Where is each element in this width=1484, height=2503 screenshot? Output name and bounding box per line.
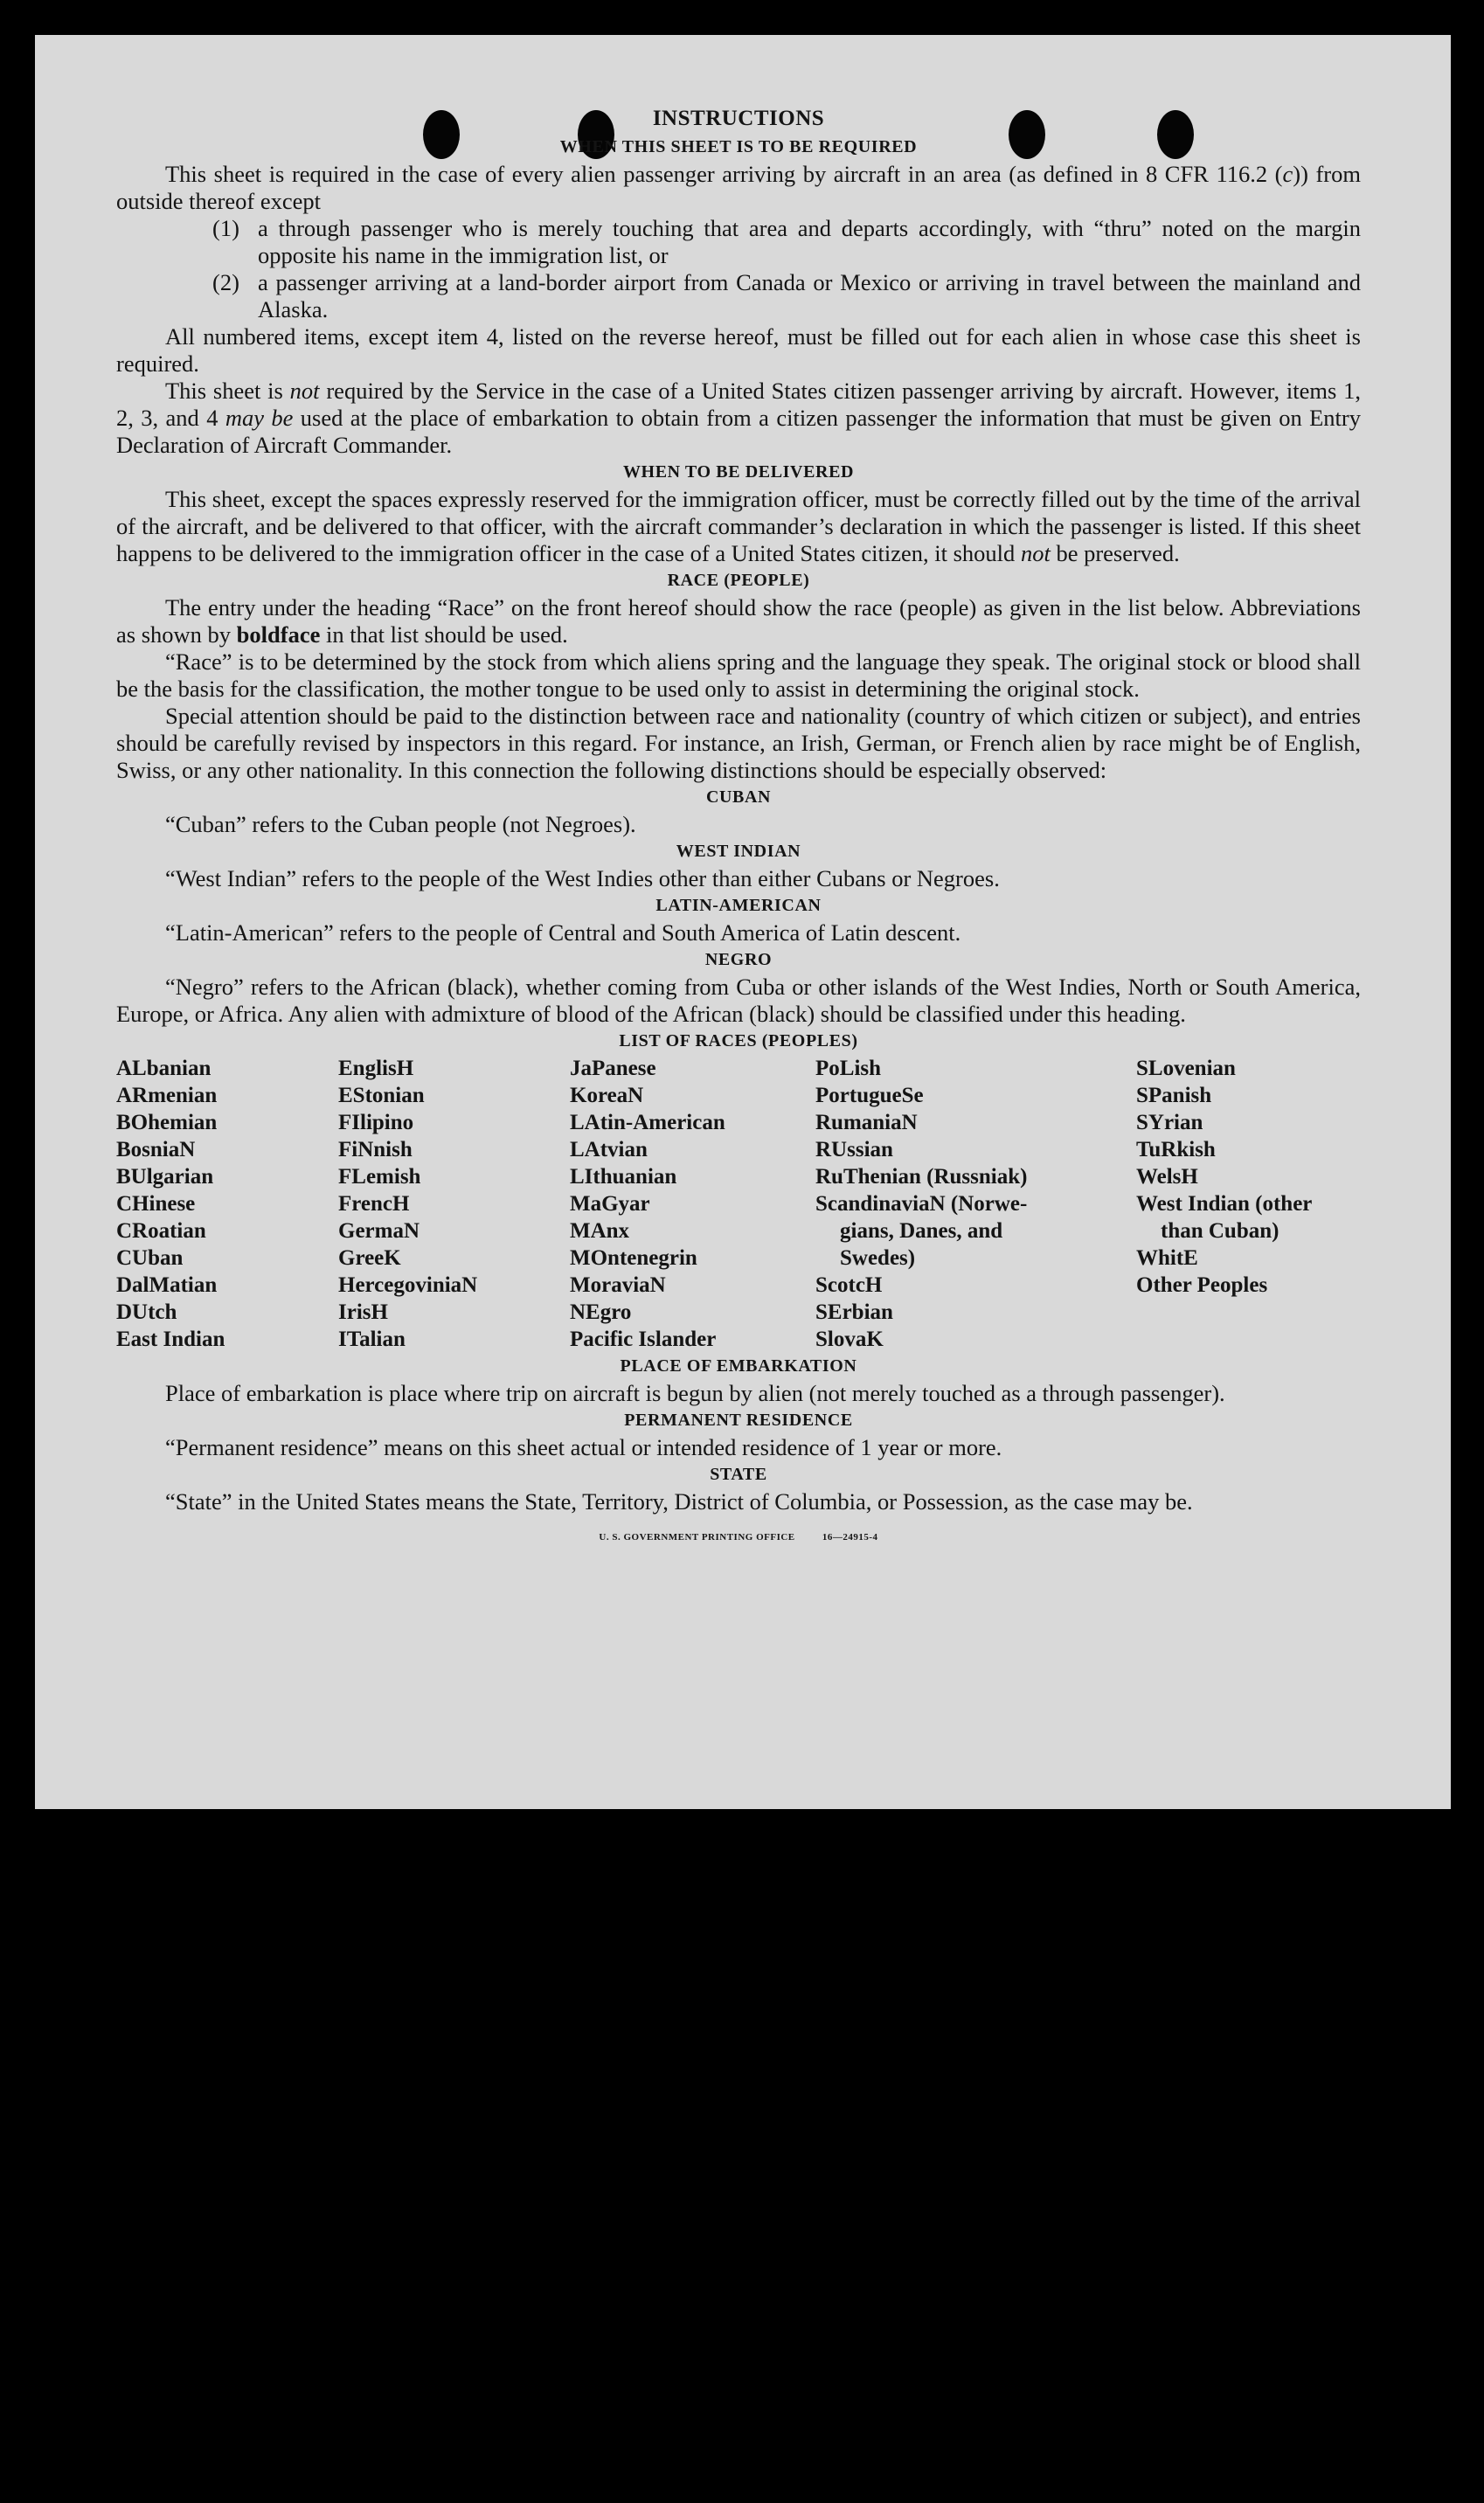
- numbered-item: [116, 269, 1361, 323]
- item-number: (2): [212, 269, 239, 295]
- italic-text: not: [1020, 540, 1051, 566]
- race-entry: SYrian: [1136, 1111, 1203, 1134]
- text-segment: used at the place of embarkation to obtain from a citizen passenger the information that must be given on Entry Declaration of Aircraft Commander.: [116, 405, 1361, 458]
- document-page: [35, 35, 1451, 1809]
- text-segment: “Permanent residence” means on this sheet actual or intended residence of 1 year or more.: [165, 1434, 1002, 1460]
- paragraph: [116, 161, 1361, 215]
- section-heading: LATIN-AMERICAN: [655, 896, 822, 915]
- race-entry: BosniaN: [116, 1138, 196, 1161]
- races-heading: LIST OF RACES (PEOPLES): [619, 1031, 858, 1050]
- race-entry: SLovenian: [1136, 1057, 1236, 1080]
- text-segment: Special attention should be paid to the distinction between race and nationality (country of which citizen or subject), and entries should be carefully revised by inspectors in this regard. For instance, an Irish, German, or French alien by race might be of English, Swiss, or any other nationality. In this connection the following distinctions should be especially observed:: [116, 703, 1361, 783]
- races-column: [1136, 1055, 1419, 1353]
- race-entry: East Indian: [116, 1328, 225, 1351]
- numbered-item: [116, 215, 1361, 269]
- paragraph: [116, 919, 1361, 946]
- text-segment: The entry under the heading “Race” on the front hereof should show the race (people) as given in the list below. Abbreviations as shown by: [116, 594, 1361, 648]
- race-entry: BOhemian: [116, 1111, 218, 1134]
- race-entry: Pacific Islander: [570, 1328, 717, 1351]
- race-entry: RuThenian (Russniak): [815, 1165, 1028, 1189]
- race-entry: West Indian (other: [1136, 1192, 1313, 1216]
- race-entry: SErbian: [815, 1300, 893, 1324]
- race-entry: LAtin-American: [570, 1111, 725, 1134]
- race-entry: PortugueSe: [815, 1084, 924, 1107]
- paragraph: [116, 378, 1361, 459]
- race-entry: ITalian: [338, 1328, 406, 1351]
- race-entry: MAnx: [570, 1219, 630, 1243]
- paragraph: [116, 1380, 1361, 1407]
- text-segment: All numbered items, except item 4, listed on the reverse hereof, must be filled out for each alien in whose case this sheet is required.: [116, 323, 1361, 377]
- race-entry: CRoatian: [116, 1219, 206, 1243]
- race-entry: LIthuanian: [570, 1165, 677, 1189]
- races-column: [815, 1055, 1136, 1353]
- item-text: [258, 215, 1361, 269]
- race-entry: GermaN: [338, 1219, 420, 1243]
- race-entry: TuRkish: [1136, 1138, 1216, 1161]
- race-entry: NEgro: [570, 1300, 632, 1324]
- race-entry: SlovaK: [815, 1328, 884, 1351]
- race-entry: than Cuban): [1161, 1219, 1279, 1243]
- races-column: [570, 1055, 815, 1353]
- sections-top: [116, 134, 1361, 1028]
- race-entry: LAtvian: [570, 1138, 648, 1161]
- text-segment: required by the Service in the case of a United States citizen passenger arriving by aircraft. However, items 1, 2, 3, and 4: [116, 378, 1361, 431]
- text-segment: This sheet is required in the case of every alien passenger arriving by aircraft in an area (as defined in 8 CFR 116.2 (: [165, 161, 1283, 187]
- paragraph: [116, 1488, 1361, 1515]
- paragraph: [116, 811, 1361, 838]
- italic-text: c: [1282, 161, 1293, 187]
- section-heading: PERMANENT RESIDENCE: [624, 1411, 853, 1430]
- race-entry: gians, Danes, and: [840, 1219, 1003, 1243]
- race-entry: IrisH: [338, 1300, 388, 1324]
- race-entry: GreeK: [338, 1246, 401, 1270]
- section-heading: NEGRO: [704, 950, 773, 969]
- race-entry: EStonian: [338, 1084, 425, 1107]
- text-segment: a through passenger who is merely touching that area and departs accordingly, with “thru” noted on the margin opposite his name in the immigration list, or: [258, 215, 1361, 268]
- text-segment: “Cuban” refers to the Cuban people (not Negroes).: [165, 811, 636, 837]
- race-entry: FrencH: [338, 1192, 410, 1216]
- race-entry: CUban: [116, 1246, 184, 1270]
- paragraph: [116, 703, 1361, 784]
- sections-bottom: [116, 1353, 1361, 1515]
- section-heading: WHEN THIS SHEET IS TO BE REQUIRED: [559, 137, 918, 156]
- race-entry: Other Peoples: [1136, 1273, 1268, 1297]
- race-entry: ScandinaviaN (Norwe-: [815, 1192, 1028, 1216]
- paragraph: [116, 1434, 1361, 1461]
- paragraph: [116, 974, 1361, 1028]
- races-column: [338, 1055, 570, 1353]
- race-entry: DUtch: [116, 1300, 177, 1324]
- race-entry: PoLish: [815, 1057, 882, 1080]
- text-segment: This sheet, except the spaces expressly reserved for the immigration officer, must be correctly filled out by the time of the arrival of the aircraft, and be delivered to that officer, with the aircraft commander’s declaration in which the passenger is listed. If this sheet happens to be delivered to the immigration officer in the case of a United States citizen, it should: [116, 486, 1361, 566]
- race-entry: DalMatian: [116, 1273, 218, 1297]
- item-number: (1): [212, 215, 239, 241]
- section-heading: STATE: [710, 1465, 767, 1484]
- race-entry: RumaniaN: [815, 1111, 918, 1134]
- printer-name: U. S. GOVERNMENT PRINTING OFFICE: [599, 1532, 795, 1543]
- item-text: [258, 269, 1361, 323]
- form-number: 16—24915-4: [822, 1532, 878, 1543]
- section-heading: RACE (PEOPLE): [667, 571, 810, 590]
- races-column: [116, 1055, 338, 1353]
- races-list: [116, 1055, 1361, 1353]
- race-entry: FIlipino: [338, 1111, 414, 1134]
- race-entry: WhitE: [1136, 1246, 1198, 1270]
- text-segment: “West Indian” refers to the people of the West Indies other than either Cubans or Negroes.: [165, 865, 1000, 891]
- italic-text: not: [289, 378, 320, 404]
- paragraph: [116, 486, 1361, 567]
- race-entry: HercegoviniaN: [338, 1273, 478, 1297]
- race-entry: CHinese: [116, 1192, 196, 1216]
- race-entry: FLemish: [338, 1165, 421, 1189]
- section-heading: CUBAN: [705, 787, 772, 807]
- text-segment: Place of embarkation is place where trip on aircraft is begun by alien (not merely touched as a through passenger).: [165, 1380, 1225, 1406]
- race-entry: SPanish: [1136, 1084, 1212, 1107]
- text-segment: “State” in the United States means the State, Territory, District of Columbia, or Possession, as the case may be.: [165, 1488, 1193, 1515]
- paragraph: [116, 594, 1361, 648]
- race-entry: KoreaN: [570, 1084, 644, 1107]
- text-segment: “Negro” refers to the African (black), whether coming from Cuba or other islands of the West Indies, North or South America, Europe, or Africa. Any alien with admixture of blood of the African (black) should be classified under this heading.: [116, 974, 1361, 1027]
- race-entry: RUssian: [815, 1138, 893, 1161]
- instructions-body: [116, 105, 1361, 1551]
- race-entry: BUlgarian: [116, 1165, 214, 1189]
- text-segment: )) from outside thereof except: [116, 161, 1361, 214]
- paragraph: [116, 865, 1361, 892]
- race-entry: JaPanese: [570, 1057, 656, 1080]
- bold-text: boldface: [236, 621, 321, 648]
- section-heading: WEST INDIAN: [676, 842, 801, 861]
- race-entry: ALbanian: [116, 1057, 212, 1080]
- race-entry: Swedes): [840, 1246, 916, 1270]
- section-heading: WHEN TO BE DELIVERED: [622, 462, 855, 482]
- race-entry: ScotcH: [815, 1273, 883, 1297]
- text-segment: be preserved.: [1050, 540, 1180, 566]
- race-entry: MOntenegrin: [570, 1246, 697, 1270]
- text-segment: in that list should be used.: [320, 621, 568, 648]
- italic-text: may be: [225, 405, 294, 431]
- section-heading: PLACE OF EMBARKATION: [620, 1356, 857, 1376]
- race-entry: EnglisH: [338, 1057, 414, 1080]
- race-entry: ARmenian: [116, 1084, 218, 1107]
- text-segment: “Latin-American” refers to the people of Central and South America of Latin descent.: [165, 919, 961, 946]
- paragraph: [116, 648, 1361, 703]
- race-entry: MoraviaN: [570, 1273, 666, 1297]
- text-segment: a passenger arriving at a land-border airport from Canada or Mexico or arriving in travel between the mainland and Alaska.: [258, 269, 1361, 322]
- printer-imprint: [116, 1524, 1361, 1551]
- race-entry: WelsH: [1136, 1165, 1198, 1189]
- race-entry: FiNnish: [338, 1138, 413, 1161]
- text-segment: “Race” is to be determined by the stock from which aliens spring and the language they speak. The original stock or blood shall be the basis for the classification, the mother tongue to be used only to assist in determining the original stock.: [116, 648, 1361, 702]
- page-title: INSTRUCTIONS: [652, 107, 825, 130]
- text-segment: This sheet is: [165, 378, 290, 404]
- race-entry: MaGyar: [570, 1192, 650, 1216]
- paragraph: [116, 323, 1361, 378]
